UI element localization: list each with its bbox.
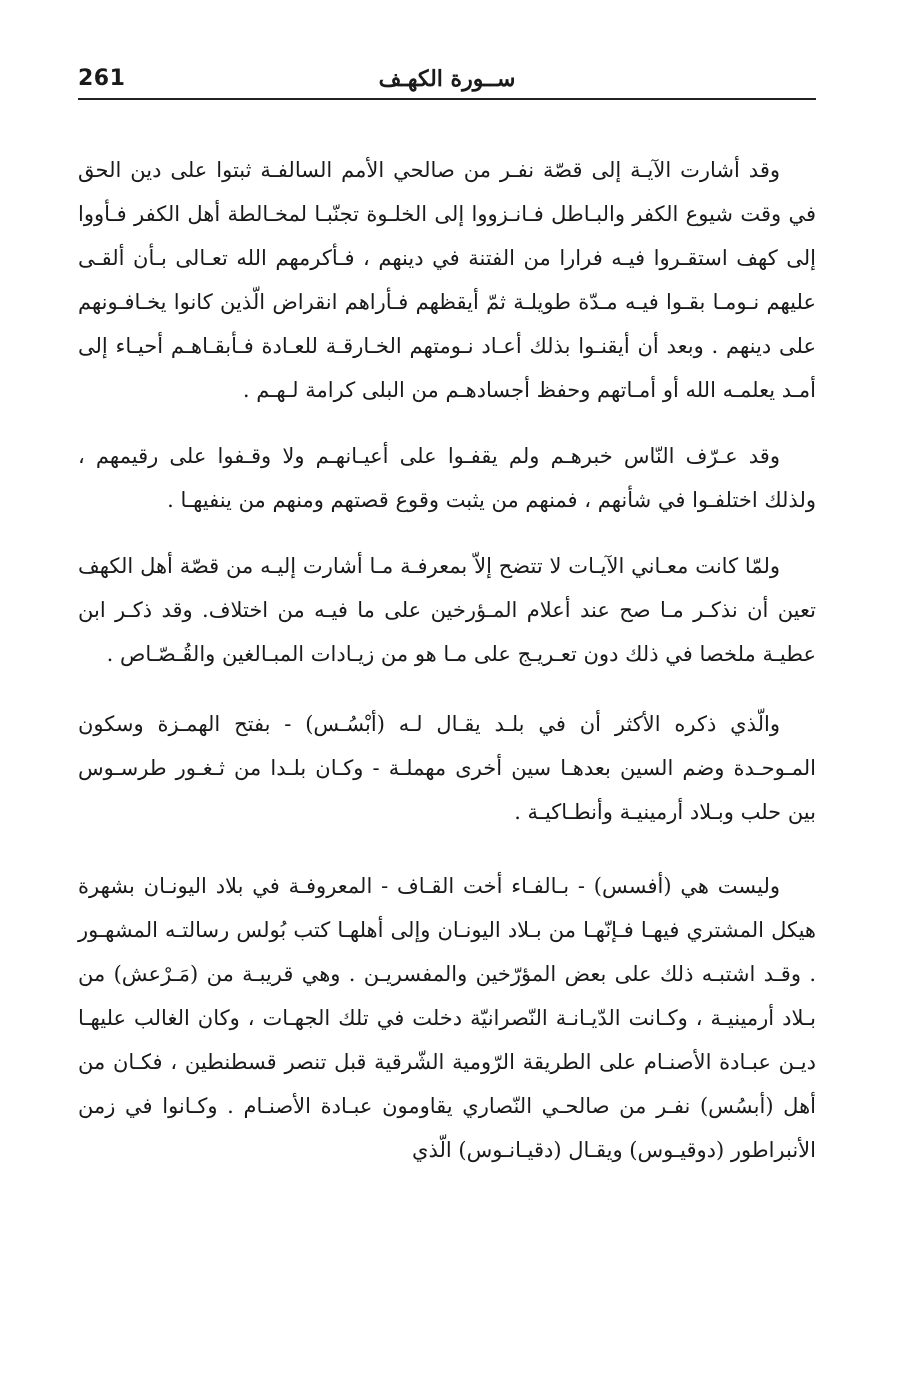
paragraph-5: وليست هي (أفسس) - بـالفـاء أخت القـاف - المعروفـة في بلاد اليونـان بشهرة هيكل المشتري فيهـا فـإنّهـا من بـلاد اليونـان وإلى أهلهـا كتب بُولس رسالتـه المشهـور . وقـد اشتبـه ذلك على بعض المؤرّخين والمفسريـن . وهي قريبـة من (مَـرْعش) من بـلاد أرمينيـة ، وكـانت الدّيـانـة النّصرانيّة دخلت في تلك الجهـات ، وكان الغالب عليهـا ديـن عبـادة الأصنـام على الطريقة الرّومية الشّرقية قبل تنصر قسطنطين ، فكـان من أهل (أبسُس) نفـر من صالحـي النّصاري يقاومون عبـادة الأصنـام . وكـانوا في زمن الأنبراطور (دوقيـوس) ويقـال (دقيـانـوس) الّذي	[78, 874, 816, 1162]
running-title: ســورة الكهـف	[378, 66, 516, 92]
paragraph-2: وقد عـرّف النّاس خبرهـم ولم يقفـوا على أعيـانهـم ولا وقـفوا على رقيمهم ، ولذلك اختلفـوا في شأنهم ، فمنهم من يثبت وقوع قصتهم ومنهم من ينفيهـا .	[78, 444, 816, 512]
paragraph-4: والّذي ذكره الأكثر أن في بلـد يقـال لـه (أبْسُـس) - بفتح الهمـزة وسكون المـوحـدة وضم السين بعدهـا سين أخرى مهملـة - وكـان بلـدا من ثـغـور طرسـوس بين حلب وبـلاد أرمينيـة وأنطـاكيـة .	[78, 712, 816, 824]
page-header	[78, 60, 816, 100]
header-rule	[78, 98, 816, 100]
page-body	[78, 148, 816, 1196]
paragraph-3: ولمّا كانت معـاني الآيـات لا تتضح إلاّ بمعرفـة مـا أشارت إليـه من قصّة أهل الكهف تعين أن نذكـر مـا صح عند أعلام المـؤرخين على ما فيـه من اختلاف. وقد ذكـر ابن عطيـة ملخصا في ذلك دون تعـريـج على مـا هو من زيـادات المبـالغين والقُـصّـاص .	[78, 554, 816, 666]
page-number: 261	[78, 66, 126, 91]
paragraph-1: وقد أشارت الآيـة إلى قصّة نفـر من صالحي الأمم السالفـة ثبتوا على دين الحق في وقت شيوع الكفر والبـاطل فـانـزووا إلى الخلـوة تجنّبـا لمخـالطة أهل الكفر فـأووا إلى كهف استقـروا فيـه فرارا من الفتنة في دينهم ، فـأكرمهم الله تعـالى بـأن ألقـى عليهم نـومـا بقـوا فيـه مـدّة طويلـة ثمّ أيقظهم فـأراهم انقراض الّذين كانوا يخـافـونهم على دينهم . وبعد أن أيقنـوا بذلك أعـاد نـومتهم الخـارقـة للعـادة فـأبقـاهـم أحيـاء إلى أمـد يعلمـه الله أو أمـاتهم وحفظ أجسادهـم من البلى كرامة لـهـم .	[78, 158, 816, 402]
